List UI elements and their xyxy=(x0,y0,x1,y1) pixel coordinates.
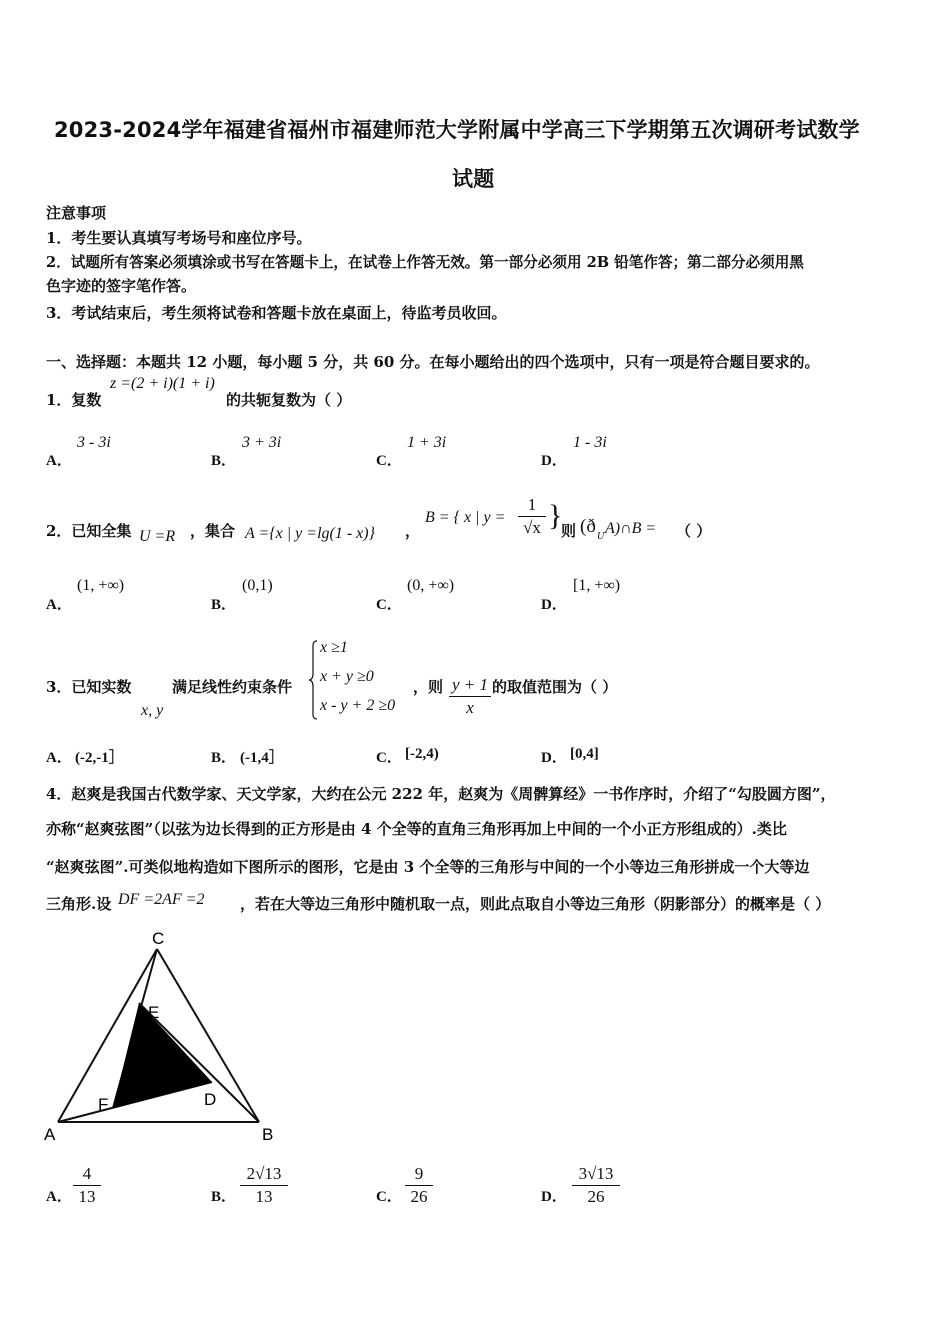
q4-option-b-fraction xyxy=(240,1164,288,1207)
q3-fraction xyxy=(449,675,491,718)
q1-option-a-value: 3 - 3i xyxy=(77,434,111,451)
q2-option-d-label: D． xyxy=(541,597,567,613)
q3-mid: 满足线性约束条件 xyxy=(172,678,293,696)
q1-suffix: 的共轭复数为（ ） xyxy=(226,391,352,409)
q3-option-b-label: B． xyxy=(211,750,237,766)
q4-option-d-label: D． xyxy=(541,1189,567,1205)
label-f: F xyxy=(98,1095,109,1114)
notes-heading: 注意事项 xyxy=(46,204,107,222)
q2-option-c-value: (0, +∞) xyxy=(407,577,455,594)
q1-prefix: 1．复数 xyxy=(46,391,102,409)
label-a: A xyxy=(44,1125,56,1144)
q4-line-3: “赵爽弦图”.可类似地构造如下图所示的图形，它是由 3 个全等的三角形与中间的一个小等边三角形拼成一个大等边 xyxy=(46,858,810,876)
q2-set-b-fraction xyxy=(518,495,546,538)
q3-option-c-value: [-2,4) xyxy=(405,746,439,762)
q1-option-c-value: 1 + 3i xyxy=(407,434,447,451)
q4-option-a-numerator: 4 xyxy=(82,1164,92,1183)
q3-fraction-denominator: x xyxy=(466,698,474,717)
q2-expr: (ð xyxy=(580,516,596,537)
q3-option-d-value: [0,4] xyxy=(570,746,599,762)
q4-option-c-denominator: 26 xyxy=(410,1187,428,1206)
q4-option-b-denominator: 13 xyxy=(255,1187,273,1206)
section-heading: 一、选择题：本题共 12 小题，每小题 5 分，共 60 分。在每小题给出的四个选项中，只有一项是符合题目要求的。 xyxy=(46,353,820,371)
q2-set-b-numerator: 1 xyxy=(527,495,537,514)
q1-option-a-label: A． xyxy=(46,453,72,469)
q2-set-b-left: B = { x | y = xyxy=(425,509,506,526)
notes-item-2-cont: 色字迹的签字笔作答。 xyxy=(46,277,197,295)
q4-option-c-numerator: 9 xyxy=(414,1164,424,1183)
q2-then: 则 xyxy=(561,522,577,540)
q4-option-b-label: B． xyxy=(211,1189,237,1205)
q4-option-c-fraction xyxy=(405,1164,433,1207)
q2-comma-1: ，集合 xyxy=(190,522,236,540)
q3-fraction-numerator: y + 1 xyxy=(451,675,489,694)
q3-prefix: 3．已知实数 xyxy=(46,678,132,696)
q4-option-c-label: C． xyxy=(376,1189,402,1205)
q4-line-4-prefix: 三角形.设 xyxy=(46,895,112,913)
q2-set-a: A ={x | y =lg(1 - x)} xyxy=(245,525,376,542)
notes-item-1: 1．考生要认真填写考场号和座位序号。 xyxy=(46,229,312,247)
q3-constraint-1: x ≥1 xyxy=(320,639,348,656)
q3-option-a-label: A． xyxy=(46,750,72,766)
q2-universe: U =R xyxy=(139,528,176,545)
q2-option-a-label: A． xyxy=(46,597,72,613)
q4-option-d-numerator: 3√13 xyxy=(578,1164,614,1183)
q2-option-b-label: B． xyxy=(211,597,237,613)
q4-option-b-numerator: 2√13 xyxy=(246,1164,282,1183)
q2-option-b-value: (0,1) xyxy=(242,577,273,594)
label-c: C xyxy=(152,929,165,948)
notes-item-3: 3．考试结束后，考生须将试卷和答题卡放在桌面上，待监考员收回。 xyxy=(46,304,507,322)
q1-option-d-value: 1 - 3i xyxy=(573,434,607,451)
q4-triangle-figure xyxy=(40,922,290,1152)
q3-option-b-value: (-1,4］ xyxy=(240,750,284,766)
q4-option-a-fraction xyxy=(73,1164,101,1207)
q3-suffix: 的取值范围为（ ） xyxy=(492,678,618,696)
q4-line-4-suffix: ，若在大等边三角形中随机取一点，则此点取自小等边三角形（阴影部分）的概率是（ ） xyxy=(240,895,831,913)
q4-line-4-formula: DF =2AF =2 xyxy=(118,891,205,908)
brace-icon xyxy=(308,640,318,720)
q3-brace xyxy=(308,640,318,720)
q1-formula: z =(2 + i)(1 + i) xyxy=(110,375,215,392)
label-b: B xyxy=(262,1125,274,1144)
q2-prefix: 2．已知全集 xyxy=(46,522,132,540)
q2-expr-2: A)∩B = xyxy=(605,520,657,537)
q2-set-b-right: } xyxy=(548,499,563,532)
q2-option-a-value: (1, +∞) xyxy=(77,577,125,594)
q3-option-d-label: D． xyxy=(541,750,567,766)
q2-option-d-value: [1, +∞) xyxy=(573,577,621,594)
q1-option-c-label: C． xyxy=(376,453,402,469)
q1-option-d-label: D． xyxy=(541,453,567,469)
q3-option-a-value: (-2,-1］ xyxy=(75,750,124,766)
q1-option-b-label: B． xyxy=(211,453,237,469)
q2-option-c-label: C． xyxy=(376,597,402,613)
page-title-line2: 试题 xyxy=(452,167,495,191)
q3-option-c-label: C． xyxy=(376,750,402,766)
q3-constraint-3: x - y + 2 ≥0 xyxy=(320,697,396,714)
q2-set-b-denominator: √x xyxy=(523,518,541,537)
q2-expr-subscript: U xyxy=(597,531,605,542)
q4-option-a-label: A． xyxy=(46,1189,72,1205)
q1-option-b-value: 3 + 3i xyxy=(242,434,282,451)
label-e: E xyxy=(148,1003,160,1022)
notes-item-2: 2．试题所有答案必须填涂或书写在答题卡上，在试卷上作答无效。第一部分必须用 2B 铅笔作答；第二部分必须用黑 xyxy=(46,254,804,271)
q2-comma-2: ， xyxy=(405,522,421,540)
q4-line-1: 4．赵爽是我国古代数学家、天文学家，大约在公元 222 年，赵爽为《周髀算经》一书作序时，介绍了“勾股圆方图”， xyxy=(46,785,836,803)
q3-constraint-2: x + y ≥0 xyxy=(320,668,374,685)
q2-paren: （ ） xyxy=(676,522,712,540)
q3-vars: x, y xyxy=(141,702,164,719)
q3-then: ，则 xyxy=(413,678,444,696)
label-d: D xyxy=(204,1090,217,1109)
q4-line-2: 亦称“赵爽弦图”（以弦为边长得到的正方形是由 4 个全等的直角三角形再加上中间的一个小正方形组成的）.类比 xyxy=(46,820,787,838)
q4-option-d-fraction xyxy=(572,1164,620,1207)
q4-option-d-denominator: 26 xyxy=(587,1187,605,1206)
page-title: 2023-2024学年福建省福州市福建师范大学附属中学高三下学期第五次调研考试数学 xyxy=(54,118,860,142)
q4-option-a-denominator: 13 xyxy=(78,1187,96,1206)
